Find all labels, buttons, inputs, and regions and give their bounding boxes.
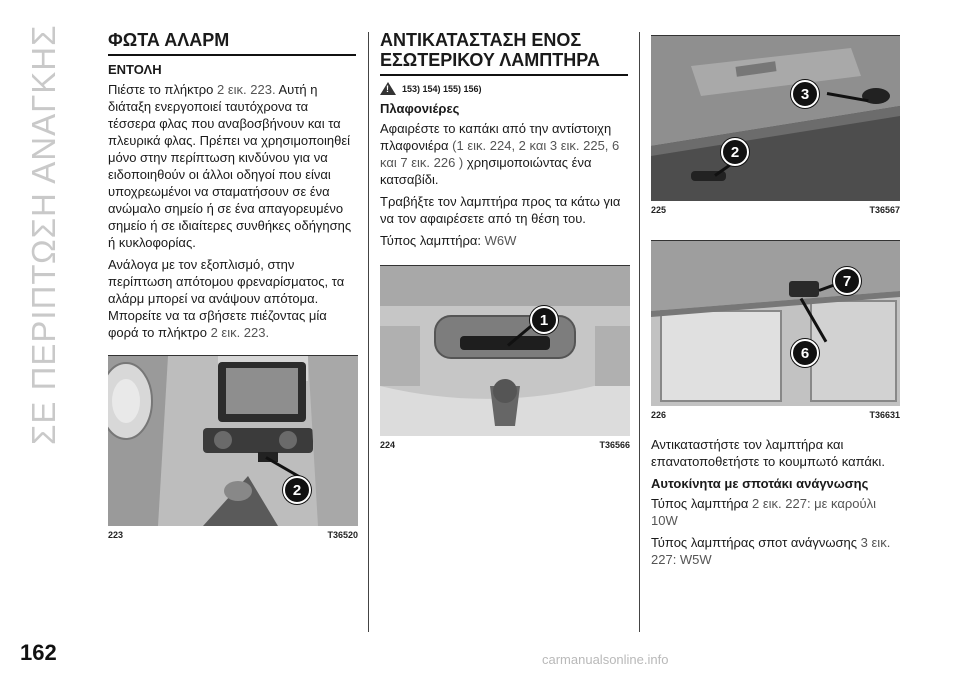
side-section-title: ΣΕ ΠΕΡΙΠΤΩΣΗ ΑΝΑΓΚΗΣ <box>25 24 62 445</box>
paragraph: Τύπος λαμπτήρας σποτ ανάγνωσης 3 εικ. 227: W5W <box>651 535 891 567</box>
column-hazard-lights <box>108 30 356 346</box>
warning-references: ! 153) 154) 155) 156) <box>380 82 628 95</box>
subsection-title: ΕΝΤΟΛΗ <box>108 62 162 77</box>
paragraph: Τύπος λαμπτήρα: W6W <box>380 233 517 248</box>
section-title: ΦΩΤΑ ΑΛΑΡΜ <box>108 30 230 50</box>
column-interior-lamp <box>380 30 628 254</box>
figure-number: 223 <box>108 530 124 540</box>
figure-224 <box>380 265 630 450</box>
paragraph: Αφαιρέστε το καπάκι από την αντίστοιχη πλαφονιέρα (1 εικ. 224, 2 και 3 εικ. 225, 6 και 7 εικ. 226 ) χρησιμοποιώντας ένα κατσαβίδι. <box>380 121 620 187</box>
figure-code: T36631 <box>869 410 900 420</box>
title-rule <box>380 74 628 76</box>
paragraph: Αντικαταστήστε τον λαμπτήρα και επανατοποθετήστε το κουμπωτό καπάκι. <box>651 437 885 469</box>
figure-225 <box>651 35 900 215</box>
paragraph: Πιέστε το πλήκτρο 2 εικ. 223. Αυτή η διάταξη ενεργοποιεί ταυτόχρονα τα τέσσερα φλας που αναβοσβήνουν και τα πλευρικά φλας. Πρέπει να χρησιμοποιηθεί μόνο στην περίπτωση κινδύνου για να ειδοποιηθούν οι άλλοι οδηγοί που είναι υποχρεωμένοι να σταματήσουν σε ένα ανώμαλο σημείο ή σε ένα απαγορευμένο σημείο ή σε ιδιαίτερες συνθήκες οδήγησης ή κυκλοφορίας. <box>108 82 352 250</box>
title-rule <box>108 54 356 56</box>
figure-226 <box>651 240 900 420</box>
figure-image <box>380 265 630 436</box>
figure-image <box>651 35 900 201</box>
page-number: 162 <box>20 640 57 665</box>
subsection-title: Πλαφονιέρες <box>380 101 460 116</box>
section-title: ΑΝΤΙΚΑΤΑΣΤΑΣΗ ΕΝΟΣ ΕΣΩΤΕΡΙΚΟΥ ΛΑΜΠΤΗΡΑ <box>380 30 600 70</box>
figure-image <box>651 240 900 406</box>
figure-caption <box>651 410 900 420</box>
paragraph: Ανάλογα με τον εξοπλισμό, στην περίπτωση απότομου φρεναρίσματος, τα αλάρμ μπορεί να ανάψουν απότομα. Μπορείτε να τα σβήσετε πιέζοντας μία φορά το πλήκτρο 2 εικ. 223. <box>108 257 345 340</box>
callout-marker: 7 <box>833 267 861 295</box>
column-divider <box>368 32 369 632</box>
column-reading-lamp-text <box>651 436 900 573</box>
paragraph: Τύπος λαμπτήρα 2 εικ. 227: με καρούλι 10W <box>651 496 877 528</box>
figure-number: 224 <box>380 440 396 450</box>
figure-code: T36520 <box>327 530 358 540</box>
figure-code: T36567 <box>869 205 900 215</box>
callout-marker: 6 <box>791 339 819 367</box>
callout-marker: 2 <box>721 138 749 166</box>
figure-caption <box>108 530 358 540</box>
figure-number: 226 <box>651 410 667 420</box>
figure-image <box>108 355 358 526</box>
figure-caption <box>651 205 900 215</box>
callout-marker: 3 <box>791 80 819 108</box>
footer-watermark: carmanualsonline.info <box>542 652 669 667</box>
figure-caption <box>380 440 630 450</box>
callout-marker: 1 <box>530 306 558 334</box>
callout-marker: 2 <box>283 476 311 504</box>
paragraph: Τραβήξτε τον λαμπτήρα προς τα κάτω για να τον αφαιρέσετε από τη θέση του. <box>380 194 621 226</box>
figure-code: T36566 <box>599 440 630 450</box>
column-divider <box>639 32 640 632</box>
figure-number: 225 <box>651 205 667 215</box>
subsection-title: Αυτοκίνητα με σποτάκι ανάγνωσης <box>651 476 869 491</box>
figure-223 <box>108 355 358 540</box>
warning-triangle-icon: ! <box>380 82 396 95</box>
